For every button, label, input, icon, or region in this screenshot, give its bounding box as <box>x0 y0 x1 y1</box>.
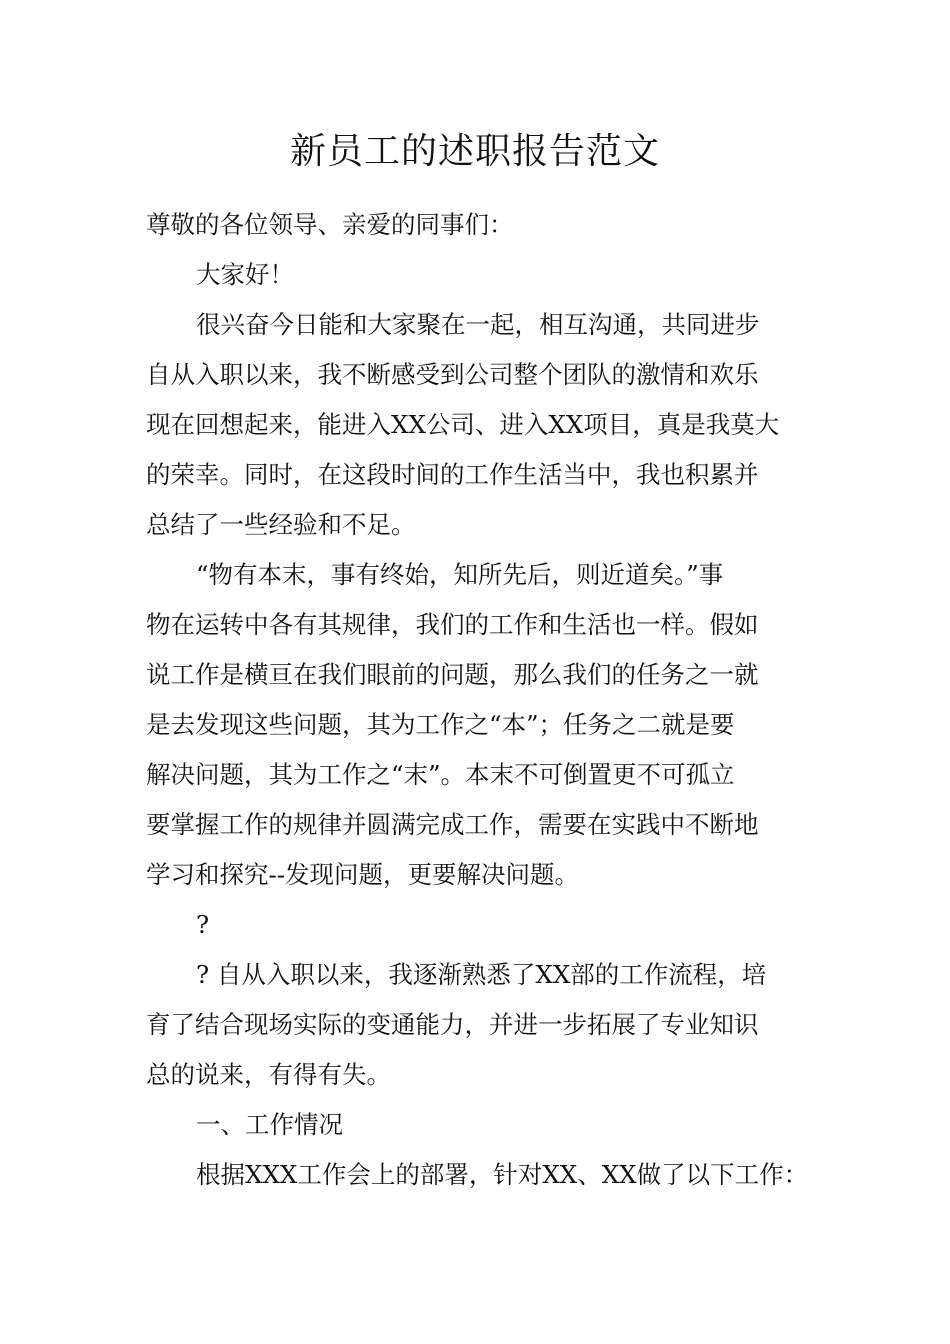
body-line: 的荣幸。同时，在这段时间的工作生活当中，我也积累并 <box>146 460 759 489</box>
body-line: 自从入职以来，我不断感受到公司整个团队的激情和欢乐 <box>146 360 759 389</box>
body-line: 一、工作情况 <box>196 1110 343 1139</box>
body-line: 学习和探究--发现问题，更要解决问题。 <box>146 860 580 889</box>
document-body <box>146 200 810 1200</box>
body-line: 很兴奋今日能和大家聚在一起，相互沟通，共同进步 <box>196 310 760 339</box>
body-line: 要掌握工作的规律并圆满完成工作，需要在实践中不断地 <box>146 810 759 839</box>
body-line: 物在运转中各有其规律，我们的工作和生活也一样。假如 <box>146 610 759 639</box>
body-line: 说工作是横亘在我们眼前的问题，那么我们的任务之一就 <box>146 660 759 689</box>
body-line: 育了结合现场实际的变通能力，并进一步拓展了专业知识 <box>146 1010 759 1039</box>
body-line: 是去发现这些问题，其为工作之“本”；任务之二就是要 <box>146 710 735 739</box>
body-line: 大家好！ <box>196 260 294 289</box>
body-line: ? <box>196 910 210 939</box>
body-line: 总的说来，有得有失。 <box>146 1060 391 1089</box>
body-line: 现在回想起来，能进入XX公司、进入XX项目，真是我莫大 <box>146 410 780 439</box>
document-title: 新员工的述职报告范文 <box>289 131 660 172</box>
body-line: 根据XXX工作会上的部署，针对XX、XX做了以下工作： <box>196 1160 809 1189</box>
body-line: 解决问题，其为工作之“末”。本末不可倒置更不可孤立 <box>146 760 735 789</box>
body-line: 尊敬的各位领导、亲爱的同事们： <box>146 210 514 239</box>
body-line: “物有本末，事有终始，知所先后，则近道矣。”事 <box>196 560 724 589</box>
body-line: 总结了一些经验和不足。 <box>146 510 416 539</box>
body-line: ? 自从入职以来，我逐渐熟悉了XX部的工作流程，培 <box>196 960 767 989</box>
